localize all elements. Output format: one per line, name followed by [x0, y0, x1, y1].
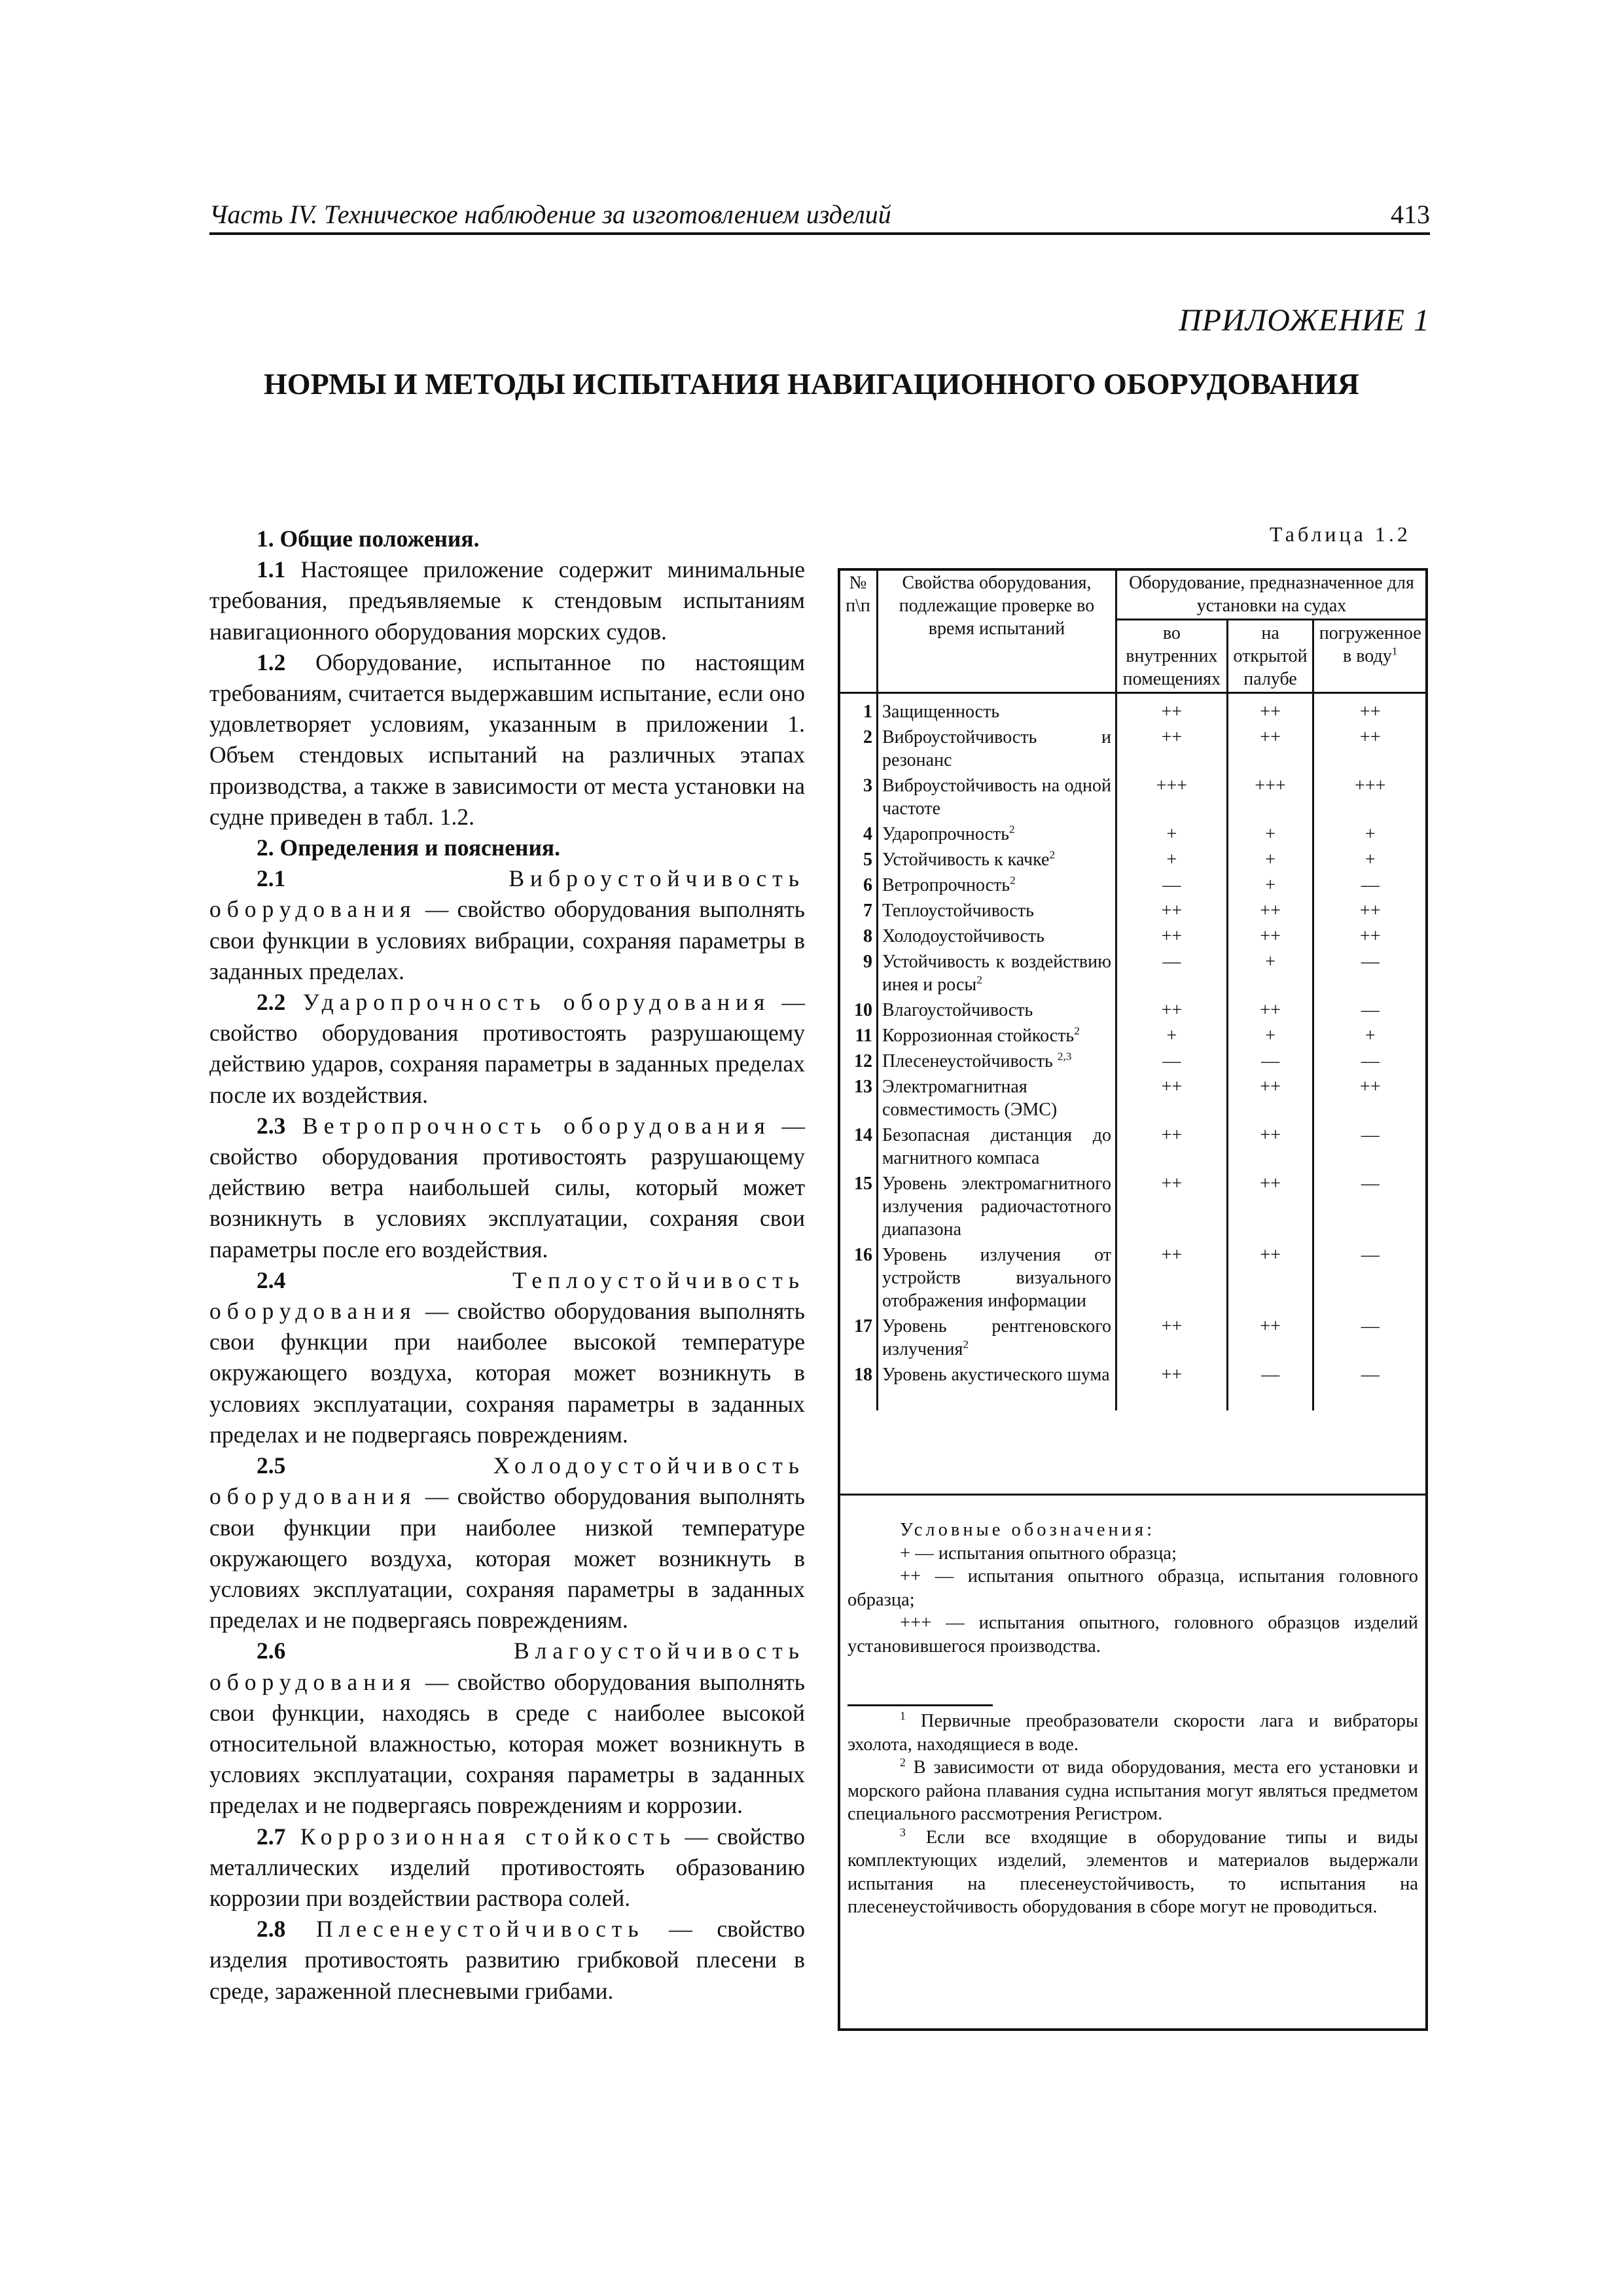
- cell-open-deck: ++: [1227, 1122, 1313, 1171]
- table-row: [839, 997, 1427, 1023]
- row-property-label: Холодоустойчивость: [882, 926, 1044, 946]
- cell-submerged: —: [1313, 1049, 1427, 1074]
- defined-term: Холодоустойчивость оборудования: [209, 1452, 805, 1510]
- cell-indoor: ++: [1116, 1122, 1228, 1171]
- cell-open-deck: +: [1227, 872, 1313, 898]
- footnote-mark: 2: [900, 1755, 906, 1769]
- footnote-mark: 2: [1049, 848, 1056, 861]
- definition-5: [209, 1450, 805, 1636]
- legend: [847, 1518, 1418, 1658]
- cell-submerged: +++: [1313, 773, 1427, 821]
- cell-submerged: —: [1313, 1242, 1427, 1314]
- defined-term: Плесенеустойчивость: [285, 1916, 645, 1943]
- appendix-label: ПРИЛОЖЕНИЕ 1: [1179, 303, 1430, 338]
- cell-open-deck: +: [1227, 949, 1313, 997]
- paragraph-1-2: [209, 647, 805, 833]
- cell-open-deck: —: [1227, 1362, 1313, 1410]
- left-column: [209, 524, 805, 2007]
- row-property-label: Коррозионная стойкость: [882, 1026, 1075, 1046]
- row-number: 13: [839, 1074, 878, 1122]
- row-number: 18: [839, 1362, 878, 1410]
- cell-submerged: +: [1313, 1023, 1427, 1049]
- table-row: [839, 1242, 1427, 1314]
- table-row: [839, 1023, 1427, 1049]
- table-body: [839, 693, 1427, 1411]
- row-number: 16: [839, 1242, 878, 1314]
- clause-number: 2.8: [257, 1916, 286, 1943]
- definition-1: [209, 863, 805, 987]
- cell-open-deck: —: [1227, 1049, 1313, 1074]
- definitions-list: [209, 863, 805, 2007]
- cell-open-deck: +: [1227, 847, 1313, 872]
- footnote: [847, 1756, 1418, 1826]
- clause-number: 2.1: [257, 865, 286, 892]
- defined-term: Ударопрочность оборудования: [285, 989, 771, 1016]
- row-property: [878, 1074, 1116, 1122]
- row-number: 6: [839, 872, 878, 898]
- table-row: [839, 1049, 1427, 1074]
- cell-indoor: —: [1116, 872, 1228, 898]
- row-property: [878, 693, 1116, 725]
- table-row: [839, 898, 1427, 924]
- cell-indoor: ++: [1116, 1362, 1228, 1410]
- cell-open-deck: ++: [1227, 1242, 1313, 1314]
- clause-number: 2.2: [257, 989, 286, 1016]
- cell-indoor: ++: [1116, 997, 1228, 1023]
- row-number: 3: [839, 773, 878, 821]
- header-submerged: [1313, 620, 1427, 693]
- footnote-text: Если все входящие в оборудование типы и виды комплектующих изделий, элементов и материалов выдержали испытания на плесенеустойчивость, то испытания на плесенеустойчивость оборудования в сборе могут не проводиться.: [847, 1827, 1418, 1917]
- cell-indoor: +: [1116, 847, 1228, 872]
- row-property-label: Уровень электромагнитного излучения радиочастотного диапазона: [882, 1174, 1111, 1240]
- cell-open-deck: +: [1227, 1023, 1313, 1049]
- row-property: [878, 1362, 1116, 1410]
- cell-open-deck: ++: [1227, 693, 1313, 725]
- cell-indoor: +: [1116, 821, 1228, 847]
- row-property-label: Безопасная дистанция до магнитного компаса: [882, 1125, 1111, 1168]
- row-property-label: Виброустойчивость на одной частоте: [882, 776, 1111, 819]
- row-property-label: Теплоустойчивость: [882, 901, 1034, 921]
- definition-text: — свойство оборудования выполнять свои функции при наиболее низкой температуре окружающего воздуха, которая может возникнуть в условиях эксплуатации, сохраняя параметры в заданных пределах и не подвергаясь повреждениям.: [209, 1483, 805, 1634]
- row-property-label: Уровень рентгеновского излучения: [882, 1316, 1111, 1359]
- clause-number: 2.3: [257, 1112, 286, 1139]
- row-property: [878, 997, 1116, 1023]
- row-property-label: Уровень акустического шума: [882, 1365, 1110, 1385]
- definition-6: [209, 1636, 805, 1821]
- cell-indoor: ++: [1116, 1242, 1228, 1314]
- cell-submerged: —: [1313, 949, 1427, 997]
- cell-open-deck: ++: [1227, 1171, 1313, 1242]
- table-row: [839, 821, 1427, 847]
- row-property-label: Влагоустойчивость: [882, 1000, 1033, 1020]
- cell-submerged: ++: [1313, 725, 1427, 773]
- row-number: 8: [839, 924, 878, 949]
- clause-text: Оборудование, испытанное по настоящим требованиям, считается выдержавшим испытание, если оно удовлетворяет условиям, указанным в приложении 1. Объем стендовых испытаний на различных этапах производства, а также в зависимости от места установки на судне приведен в табл. 1.2.: [209, 649, 805, 830]
- row-number: 11: [839, 1023, 878, 1049]
- row-property: [878, 1049, 1116, 1074]
- definition-text: — свойство металлических изделий противостоять образованию коррозии при воздействии раствора солей.: [209, 1823, 805, 1911]
- cell-submerged: —: [1313, 872, 1427, 898]
- footnote-mark: 2: [1009, 823, 1015, 836]
- legend-item: + — испытания опытного образца;: [900, 1543, 1177, 1564]
- legend-item: ++ — испытания опытного образца, испытания головного образца;: [847, 1566, 1418, 1610]
- cell-indoor: ++: [1116, 924, 1228, 949]
- row-number: 12: [839, 1049, 878, 1074]
- cell-submerged: —: [1313, 1362, 1427, 1410]
- cell-indoor: ++: [1116, 725, 1228, 773]
- row-number: 5: [839, 847, 878, 872]
- cell-open-deck: ++: [1227, 1314, 1313, 1362]
- footnote-mark: 2: [1074, 1024, 1080, 1037]
- header-submerged-label: погруженное в воду: [1319, 623, 1421, 666]
- cell-indoor: ++: [1116, 898, 1228, 924]
- definition-text: — свойство оборудования выполнять свои функции, находясь в среде с наиболее высокой относительной влажностью, которая может возникнуть в условиях эксплуатации, сохраняя параметры в заданных пределах и не подвергаясь повреждениям и коррозии.: [209, 1668, 805, 1819]
- paragraph-1-1: [209, 554, 805, 647]
- row-property-label: Устойчивость к качке: [882, 850, 1050, 870]
- cell-indoor: ++: [1116, 1074, 1228, 1122]
- definition-text: — свойство оборудования выполнять свои функции в условиях вибрации, сохраняя параметры в заданных пределах.: [209, 896, 805, 984]
- cell-indoor: +: [1116, 1023, 1228, 1049]
- clause-number: 2.5: [257, 1452, 286, 1479]
- running-header-title: Часть IV. Техническое наблюдение за изготовлением изделий: [209, 200, 891, 229]
- row-number: 1: [839, 693, 878, 725]
- definition-text: — свойство оборудования противостоять разрушающему действию ударов, сохраняя параметры в заданных пределах после их воздействия.: [209, 989, 805, 1108]
- footnote-mark: 2: [963, 1338, 969, 1351]
- table-caption: Таблица 1.2: [1270, 522, 1411, 546]
- row-number: 15: [839, 1171, 878, 1242]
- header-number: № п\п: [839, 569, 878, 693]
- defined-term: Влагоустойчивость оборудования: [209, 1638, 805, 1695]
- row-property: [878, 1242, 1116, 1314]
- cell-submerged: ++: [1313, 924, 1427, 949]
- page-number: 413: [1391, 200, 1430, 229]
- cell-indoor: ++: [1116, 1171, 1228, 1242]
- test-matrix-table: [838, 568, 1428, 1410]
- cell-indoor: —: [1116, 1049, 1228, 1074]
- header-open-deck: на открытой палубе: [1227, 620, 1313, 693]
- row-property: [878, 821, 1116, 847]
- row-property: [878, 949, 1116, 997]
- table-row: [839, 1171, 1427, 1242]
- cell-submerged: ++: [1313, 898, 1427, 924]
- cell-submerged: —: [1313, 1171, 1427, 1242]
- definition-3: [209, 1111, 805, 1265]
- clause-number: 1.2: [257, 649, 286, 675]
- legend-heading: Условные обозначения:: [900, 1520, 1156, 1540]
- cell-submerged: —: [1313, 1314, 1427, 1362]
- footnote-text: Первичные преобразователи скорости лага и вибраторы эхолота, находящиеся в воде.: [847, 1711, 1418, 1755]
- definition-7: [209, 1821, 805, 1914]
- footnote-mark: 3: [900, 1825, 906, 1839]
- row-number: 7: [839, 898, 878, 924]
- cell-open-deck: +: [1227, 821, 1313, 847]
- cell-open-deck: ++: [1227, 924, 1313, 949]
- cell-open-deck: +++: [1227, 773, 1313, 821]
- cell-indoor: ++: [1116, 1314, 1228, 1362]
- cell-indoor: —: [1116, 949, 1228, 997]
- definition-text: — свойство изделия противостоять развитию грибковой плесени в среде, зараженной плесневыми грибами.: [209, 1916, 805, 2004]
- section-heading-1: 1. Общие положения.: [257, 526, 480, 552]
- footnote-mark: 1: [900, 1709, 906, 1723]
- row-property: [878, 725, 1116, 773]
- table-row: [839, 1122, 1427, 1171]
- running-header: [209, 200, 1430, 235]
- row-number: 10: [839, 997, 878, 1023]
- definition-4: [209, 1265, 805, 1450]
- cell-submerged: —: [1313, 997, 1427, 1023]
- definition-8: [209, 1914, 805, 2007]
- legend-item: +++ — испытания опытного, головного образцов изделий установившегося производства.: [847, 1613, 1418, 1657]
- row-number: 14: [839, 1122, 878, 1171]
- row-property: [878, 1023, 1116, 1049]
- row-number: 2: [839, 725, 878, 773]
- definition-text: — свойство оборудования выполнять свои функции при наиболее высокой температуре окружающего воздуха, которая может возникнуть в условиях эксплуатации, сохраняя параметры в заданных пределах и не подвергаясь повреждениям.: [209, 1298, 805, 1448]
- clause-text: Настоящее приложение содержит минимальные требования, предъявляемые к стендовым испытаниям навигационного оборудования морских судов.: [209, 556, 805, 645]
- cell-open-deck: ++: [1227, 1074, 1313, 1122]
- row-property-label: Виброустойчивость и резонанс: [882, 727, 1111, 770]
- row-property-label: Электромагнитная совместимость (ЭМС): [882, 1077, 1058, 1120]
- cell-indoor: ++: [1116, 693, 1228, 725]
- table-row: [839, 1362, 1427, 1410]
- footnote: [847, 1710, 1418, 1756]
- definition-text: — свойство оборудования противостоять разрушающему действию ветра наибольшей силы, который может возникнуть в условиях эксплуатации, сохраняя свои параметры после его воздействия.: [209, 1112, 806, 1263]
- defined-term: Теплоустойчивость оборудования: [209, 1266, 805, 1325]
- footnote: [847, 1826, 1418, 1919]
- legend-separator: [838, 1494, 1428, 1496]
- row-property: [878, 898, 1116, 924]
- row-property: [878, 1171, 1116, 1242]
- defined-term: Коррозионная стойкость: [285, 1823, 677, 1850]
- footnote-mark: 1: [1391, 645, 1398, 658]
- header-indoor: во внутренних помещениях: [1116, 620, 1228, 693]
- table-row: [839, 847, 1427, 872]
- table-row: [839, 924, 1427, 949]
- defined-term: Виброустойчивость оборудования: [209, 865, 805, 923]
- footnote-mark: 2: [1010, 874, 1016, 887]
- table-row: [839, 949, 1427, 997]
- clause-number: 2.7: [257, 1823, 286, 1850]
- clause-number: 2.4: [257, 1266, 286, 1293]
- row-number: 4: [839, 821, 878, 847]
- cell-open-deck: ++: [1227, 997, 1313, 1023]
- row-property: [878, 847, 1116, 872]
- table-row: [839, 1314, 1427, 1362]
- defined-term: Ветропрочность оборудования: [285, 1112, 771, 1139]
- row-property-label: Устойчивость к воздействию инея и росы: [882, 952, 1111, 995]
- header-equipment-group: Оборудование, предназначенное для установки на судах: [1116, 569, 1427, 620]
- footnote-mark: 2,3: [1057, 1050, 1072, 1063]
- table-row: [839, 872, 1427, 898]
- row-property: [878, 872, 1116, 898]
- footnote-text: В зависимости от вида оборудования, места его установки и морского района плавания судна испытания могут являться предметом специального рассмотрения Регистром.: [847, 1757, 1418, 1824]
- row-property: [878, 1122, 1116, 1171]
- cell-submerged: ++: [1313, 1074, 1427, 1122]
- header-property: Свойства оборудования, подлежащие проверке во время испытаний: [878, 569, 1116, 693]
- cell-submerged: ++: [1313, 693, 1427, 725]
- row-property: [878, 924, 1116, 949]
- cell-submerged: +: [1313, 821, 1427, 847]
- row-property-label: Ударопрочность: [882, 824, 1010, 844]
- footnote-rule: [847, 1704, 993, 1706]
- cell-open-deck: ++: [1227, 725, 1313, 773]
- page-title: НОРМЫ И МЕТОДЫ ИСПЫТАНИЯ НАВИГАЦИОННОГО ОБОРУДОВАНИЯ: [264, 367, 1359, 401]
- table-row: [839, 725, 1427, 773]
- clause-number: 1.1: [257, 556, 286, 583]
- cell-open-deck: ++: [1227, 898, 1313, 924]
- cell-submerged: +: [1313, 847, 1427, 872]
- section-heading-2: 2. Определения и пояснения.: [257, 834, 560, 861]
- row-property-label: Плесенеустойчивость: [882, 1051, 1058, 1071]
- footnote-mark: 2: [976, 973, 982, 986]
- cell-indoor: +++: [1116, 773, 1228, 821]
- table-row: [839, 693, 1427, 725]
- row-property-label: Ветропрочность: [882, 875, 1010, 895]
- clause-number: 2.6: [257, 1638, 286, 1664]
- row-number: 17: [839, 1314, 878, 1362]
- row-property: [878, 1314, 1116, 1362]
- table-row: [839, 773, 1427, 821]
- footnotes: [847, 1710, 1418, 1919]
- row-property: [878, 773, 1116, 821]
- row-number: 9: [839, 949, 878, 997]
- row-property-label: Уровень излучения от устройств визуального отображения информации: [882, 1245, 1111, 1311]
- cell-submerged: —: [1313, 1122, 1427, 1171]
- row-property-label: Защищенность: [882, 702, 1000, 722]
- definition-2: [209, 987, 805, 1111]
- table-row: [839, 1074, 1427, 1122]
